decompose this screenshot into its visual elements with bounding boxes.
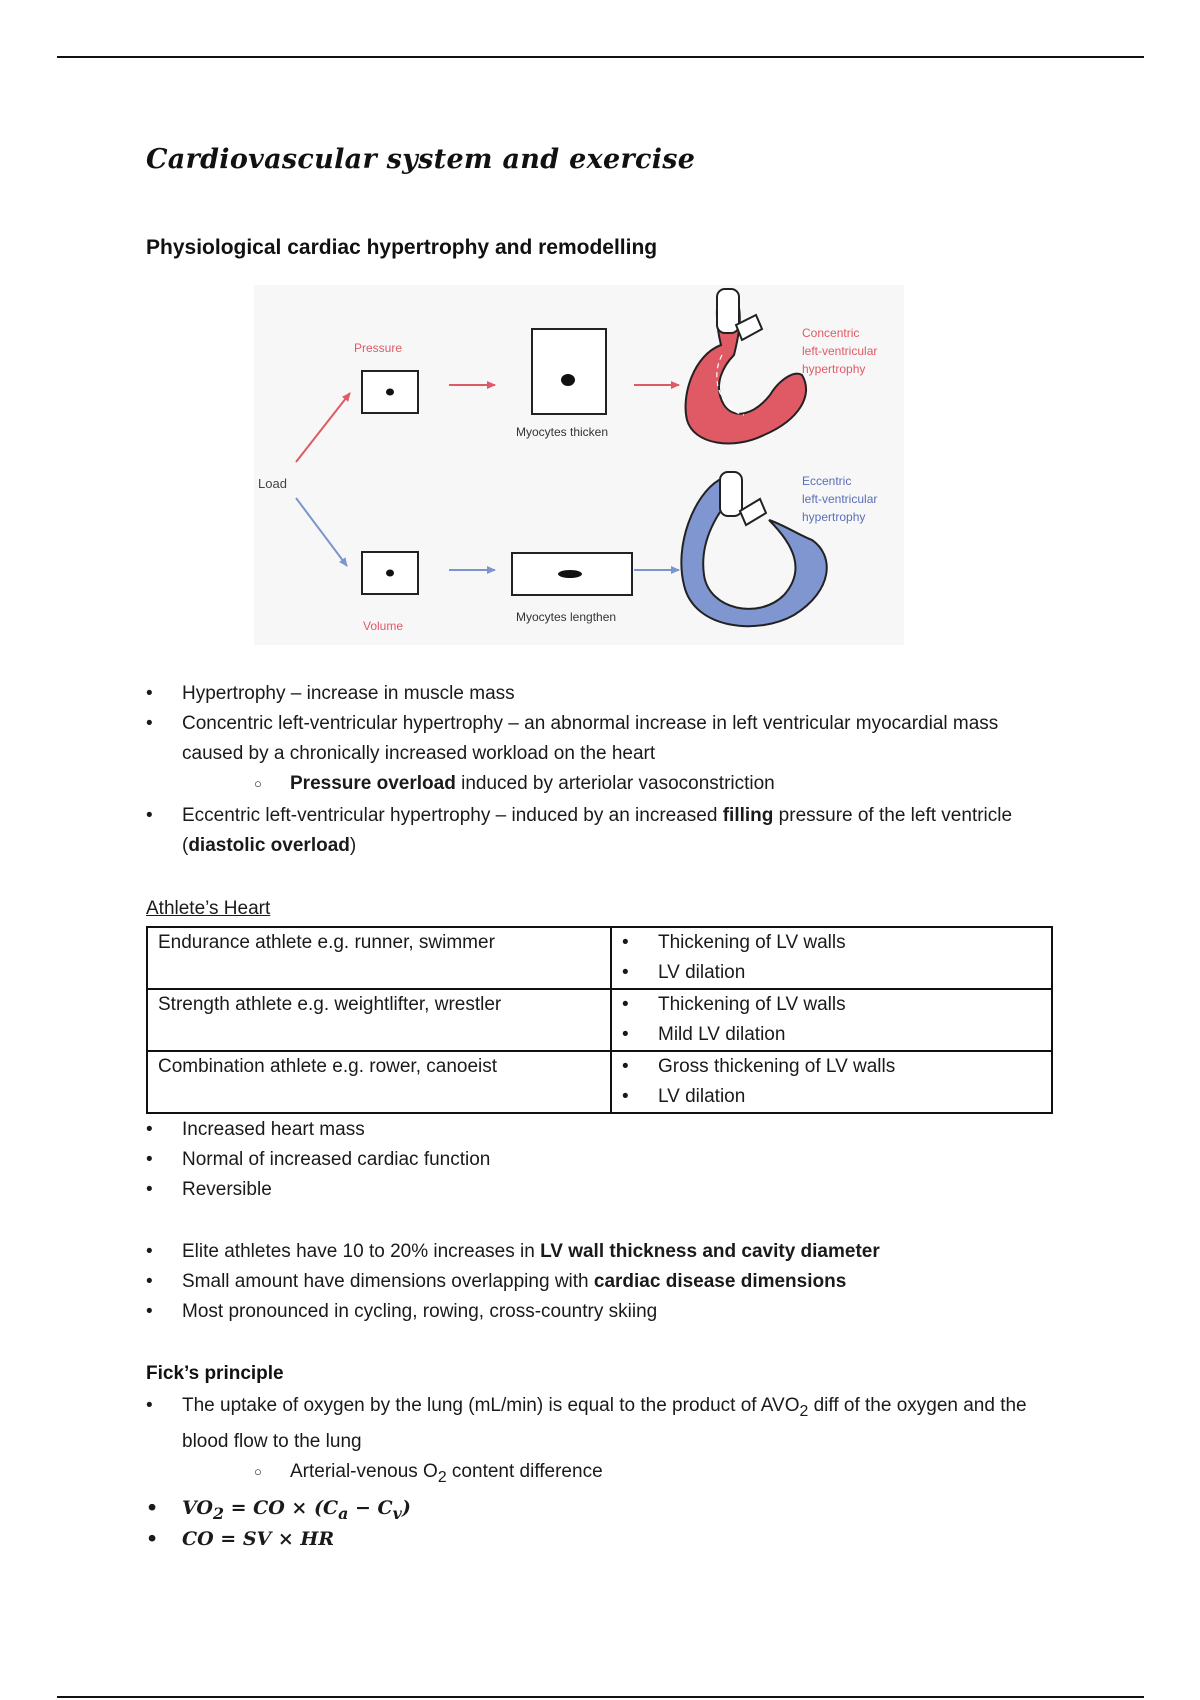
myocytes-lengthen-label: Myocytes lengthen	[516, 610, 617, 624]
concentric-sub-bullets	[182, 769, 1056, 799]
bullet-eccentric	[146, 801, 1056, 861]
athletes-heart-bullets	[146, 1115, 1056, 1205]
load-label: Load	[258, 476, 287, 491]
eccentric-filling-bold: filling	[722, 805, 774, 826]
athlete-type-cell: Combination athlete e.g. rower, canoeist	[147, 1051, 611, 1113]
pressure-overload-rest: induced by arteriolar vasoconstriction	[455, 773, 775, 794]
athletes-heart-table	[146, 926, 1053, 1114]
fick-text-b: diff of the oxygen and the blood flow to the lung	[182, 1395, 1027, 1452]
effect-item: • LV dilation	[612, 1082, 1051, 1112]
pressure-overload-bold: Pressure overload	[290, 773, 456, 794]
sub-bullet-pressure-overload	[182, 769, 1056, 799]
list-item: • Normal of increased cardiac function	[146, 1145, 1056, 1175]
athlete-effects-cell	[611, 927, 1052, 989]
bullet-concentric	[146, 709, 1056, 799]
athlete-effects-cell	[611, 989, 1052, 1051]
list-item: • Increased heart mass	[146, 1115, 1056, 1145]
effect-item: • Mild LV dilation	[612, 1020, 1051, 1050]
equation-vo2	[146, 1493, 1056, 1529]
eq1-lhs-sub: 2	[212, 1503, 224, 1523]
list-item: • Reversible	[146, 1175, 1056, 1205]
eccentric-heart-aorta	[720, 472, 742, 516]
concentric-label-line-3: hypertrophy	[802, 362, 866, 376]
elite-text: Elite athletes have 10 to 20% increases in	[182, 1241, 541, 1262]
hypertrophy-heading: Physiological cardiac hypertrophy and remodelling	[146, 236, 658, 259]
equation-co: • CO = SV × HR	[146, 1524, 1056, 1554]
effect-item: • Thickening of LV walls	[612, 928, 1051, 958]
athletes-heart-caption: Athlete’s Heart	[146, 898, 271, 919]
athlete-type-cell: Endurance athlete e.g. runner, swimmer	[147, 927, 611, 989]
volume-label: Volume	[363, 619, 404, 633]
bullet-overlap	[146, 1267, 1056, 1297]
athlete-effects-cell	[611, 1051, 1052, 1113]
athlete-type-cell: Strength athlete e.g. weightlifter, wrestler	[147, 989, 611, 1051]
bullet-elite-increase	[146, 1237, 1056, 1267]
overlap-text: Small amount have dimensions overlapping with	[182, 1271, 594, 1292]
elite-bold: LV wall thickness and cavity diameter	[540, 1241, 880, 1262]
bullet-pronounced: • Most pronounced in cycling, rowing, cross-country skiing	[146, 1297, 1056, 1327]
eccentric-label-line-1: Eccentric	[802, 474, 852, 488]
fick-bullets	[146, 1391, 1056, 1554]
fick-text-a: The uptake of oxygen by the lung (mL/min) is equal to the product of AVO	[182, 1395, 800, 1416]
fick-heading: Fick’s principle	[146, 1363, 284, 1384]
avo2-text-a: Arterial-venous O	[290, 1460, 438, 1482]
eccentric-text-a: Eccentric left-ventricular hypertrophy – induced by an increased	[182, 805, 723, 826]
eq1-minus: − C	[348, 1496, 393, 1519]
effects-list	[612, 1052, 1051, 1112]
thickened-myocyte	[532, 329, 606, 414]
effect-item: • Thickening of LV walls	[612, 990, 1051, 1020]
eq1-lhs: VO	[182, 1496, 213, 1519]
myocytes-thicken-label: Myocytes thicken	[516, 425, 609, 439]
bottom-rule	[57, 1696, 1144, 1698]
page-title: Cardiovascular system and exercise	[146, 144, 696, 175]
concentric-label-line-1: Concentric	[802, 326, 860, 340]
eccentric-label-line-2: left-ventricular	[802, 492, 878, 506]
eq1-end: )	[401, 1496, 411, 1519]
effects-list	[612, 990, 1051, 1050]
fick-sub-2: 2	[799, 1402, 809, 1420]
bullet-fick-uptake	[146, 1391, 1056, 1493]
eccentric-label-line-3: hypertrophy	[802, 510, 866, 524]
table-row	[147, 1051, 1052, 1113]
eccentric-text-b: pressure of the left ventricle (	[182, 805, 1013, 856]
concentric-label-line-2: left-ventricular	[802, 344, 878, 358]
elite-athlete-bullets	[146, 1237, 1056, 1327]
table-row	[147, 989, 1052, 1051]
eq1-a-sub: a	[338, 1503, 349, 1523]
effect-item: • LV dilation	[612, 958, 1051, 988]
lengthened-myocyte-nucleus	[558, 570, 582, 578]
pressure-cell-nucleus	[386, 389, 394, 396]
eq1-v-sub: v	[392, 1503, 402, 1523]
volume-cell-nucleus	[386, 570, 394, 577]
effect-item: • Gross thickening of LV walls	[612, 1052, 1051, 1082]
eq1-mid: = CO × (C	[223, 1496, 339, 1519]
bullet-hypertrophy: • Hypertrophy – increase in muscle mass	[146, 679, 1056, 709]
bullet-concentric-text: Concentric left-ventricular hypertrophy – an abnormal increase in left ventricular myocardial mass caused by a chronically increased workload on the heart	[182, 713, 999, 764]
hypertrophy-bullets	[146, 679, 1056, 861]
eccentric-text-c: )	[349, 835, 357, 856]
overlap-bold: cardiac disease dimensions	[593, 1271, 847, 1292]
eccentric-diastolic-bold: diastolic overload	[188, 835, 350, 856]
avo2-text-b: content difference	[446, 1460, 603, 1482]
table-row	[147, 927, 1052, 989]
sub-bullet-avo2	[182, 1457, 1056, 1493]
avo2-sub-2: 2	[437, 1468, 447, 1486]
hypertrophy-diagram	[254, 285, 904, 645]
pressure-label: Pressure	[354, 341, 403, 355]
effects-list	[612, 928, 1051, 988]
fick-sub-bullets	[182, 1457, 1056, 1493]
top-rule	[57, 56, 1144, 58]
thickened-myocyte-nucleus	[561, 374, 575, 386]
